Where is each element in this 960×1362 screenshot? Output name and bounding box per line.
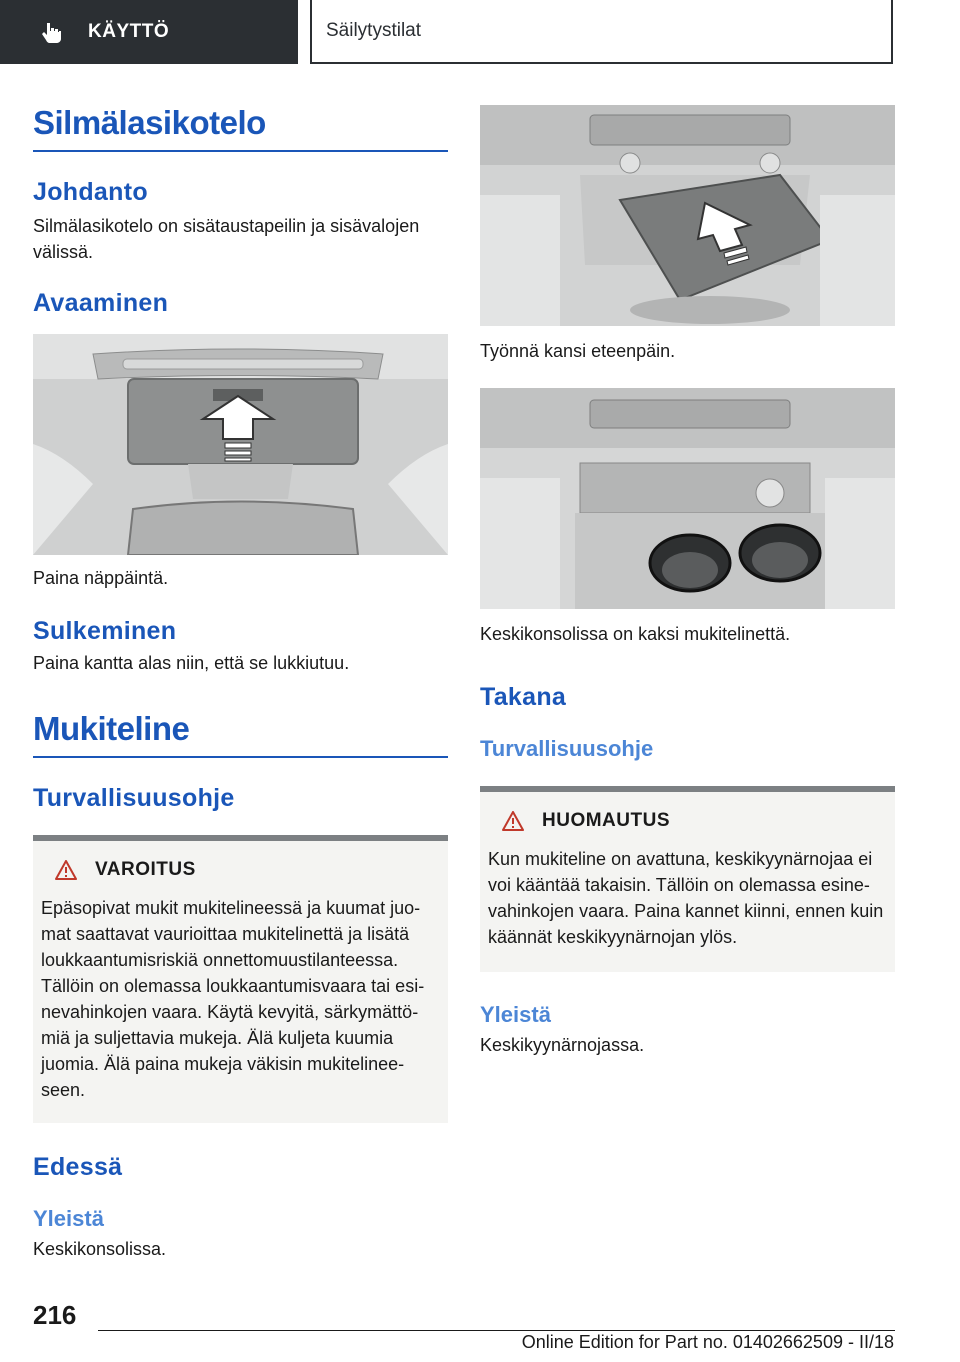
footer-divider — [98, 1330, 895, 1331]
cover-caption: Työnnä kansi eteenpäin. — [480, 341, 676, 361]
chapter-tab[interactable] — [0, 0, 298, 64]
hand-pointer-icon — [40, 21, 62, 43]
section-header — [310, 0, 893, 64]
edition-text: Online Edition for Part no. 01402662509 - II/18 — [521, 1332, 894, 1352]
section-title: Säilytystilat — [326, 20, 422, 41]
heading-rear: Takana — [480, 683, 567, 711]
heading-safety-rear: Turvallisuusohje — [480, 736, 654, 761]
notice-box — [480, 786, 895, 972]
open-caption: Paina näppäintä. — [33, 568, 169, 588]
left-column — [33, 100, 448, 1262]
heading-opening: Avaaminen — [33, 289, 169, 317]
glasses-case-illustration — [33, 334, 448, 555]
notice-text: Kun mukiteline on avattuna, keskikyynärnojaa ei voi kääntää takaisin. Tällöin on olemassa esine-vahinkojen vaara. Paina kannet kiinni, ennen kuin käännät keskikyynärnojan ylös. — [488, 849, 884, 947]
cup-holder-illustration — [480, 388, 895, 609]
general-front-text: Keskikonsolissa. — [33, 1239, 167, 1259]
heading-intro: Johdanto — [33, 178, 148, 206]
notice-triangle-icon — [502, 811, 524, 831]
right-column — [480, 105, 895, 1058]
warning-triangle-icon — [55, 860, 77, 880]
cup-holder-caption: Keskikonsolissa on kaksi mukitelinettä. — [480, 624, 791, 644]
heading-general-rear: Yleistä — [480, 1002, 551, 1027]
intro-text: Silmälasikotelo on sisätaustapeilin ja sisävalojen välissä. — [33, 216, 420, 262]
heading-front: Edessä — [33, 1153, 123, 1181]
heading-closing: Sulkeminen — [33, 617, 177, 645]
warning-box — [33, 835, 448, 1123]
warning-title: VAROITUS — [95, 859, 196, 880]
heading-cup-holder: Mukiteline — [33, 710, 448, 758]
heading-general-front: Yleistä — [33, 1206, 104, 1231]
warning-text: Epäsopivat mukit mukitelineessä ja kuumat juo-mat saattavat vaurioittaa mukitelinettä ja lisätä loukkaantumisriskiä onnettomuustilanteessa. Tällöin on olemassa loukkaantumisvaara tai esi-nevahinkojen vaara. Käytä kevyitä, särkymättö-miä ja suljettavia mukeja. Älä kuljeta kuumia juomia. Älä paina mukeja väkisin mukitelinee-seen. — [41, 898, 425, 1100]
notice-title: HUOMAUTUS — [542, 810, 670, 831]
heading-glasses-case: Silmälasikotelo — [33, 104, 448, 152]
close-text: Paina kantta alas niin, että se lukkiutuu. — [33, 653, 350, 673]
chapter-title: KÄYTTÖ — [88, 21, 170, 42]
page-number: 216 — [33, 1300, 77, 1330]
console-cover-illustration — [480, 105, 895, 326]
general-rear-text: Keskikyynärnojassa. — [480, 1035, 645, 1055]
heading-safety: Turvallisuusohje — [33, 784, 235, 812]
